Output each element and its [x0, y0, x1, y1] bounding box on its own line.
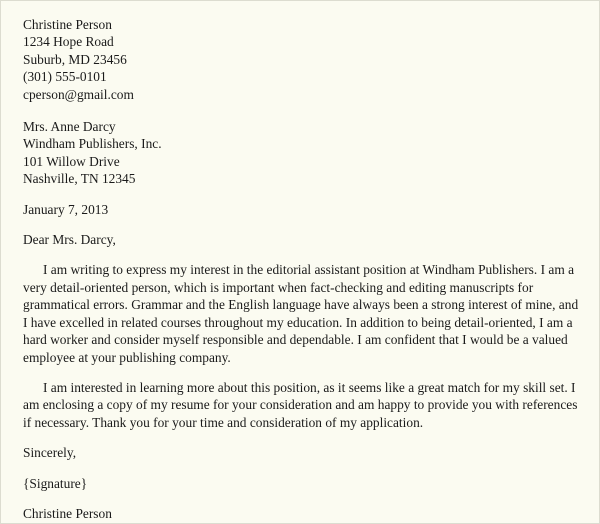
signer-name: Christine Person	[23, 505, 112, 521]
recipient-street: 101 Willow Drive	[23, 153, 120, 169]
sender-address	[23, 16, 581, 103]
sender-city-state-zip: Suburb, MD 23456	[23, 51, 127, 67]
recipient-company: Windham Publishers, Inc.	[23, 136, 162, 152]
letter-date: January 7, 2013	[23, 201, 109, 217]
body-paragraph-2: I am interested in learning more about this position, as it seems like a great match for my skill set. I am enclosing a copy of my resume for your consideration and am happy to provide you with references if necessary. Thank you for your time and consideration of my application.	[23, 379, 578, 430]
salutation: Dear Mrs. Darcy,	[23, 232, 116, 248]
sender-email: cperson@gmail.com	[23, 86, 134, 102]
recipient-address	[23, 118, 581, 188]
sender-street: 1234 Hope Road	[23, 34, 114, 50]
sender-phone: (301) 555-0101	[23, 69, 107, 85]
body-paragraph-1: I am writing to express my interest in the editorial assistant position at Windham Publishers. I am a very detail-oriented person, which is important when fact-checking and editing manuscripts for grammatical errors. Grammar and the English language have always been a strong interest of mine, and I have excelled in related courses throughout my education. In addition to being detail-oriented, I am a hard worker and consider myself responsible and dependable. I am confident that I would be a valued employee at your publishing company.	[23, 262, 579, 365]
closing: Sincerely,	[23, 445, 77, 461]
recipient-city-state-zip: Nashville, TN 12345	[23, 171, 136, 187]
sender-name: Christine Person	[23, 17, 112, 32]
cover-letter	[23, 16, 581, 522]
signature-placeholder: {Signature}	[23, 475, 88, 491]
recipient-name: Mrs. Anne Darcy	[23, 119, 116, 135]
